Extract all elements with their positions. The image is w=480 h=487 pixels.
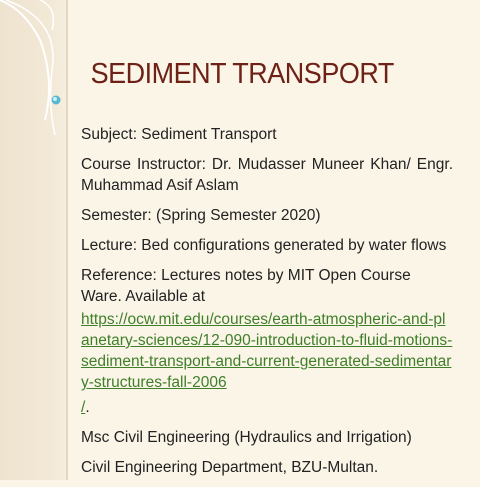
reference-link-slash[interactable]: /	[81, 399, 86, 416]
reference-line: Reference: Lectures notes by MIT Open Course Ware. Available at	[81, 267, 411, 305]
semester-line: Semester: (Spring Semester 2020)	[81, 207, 321, 224]
instructor-line: Course Instructor: Dr. Mudasser Muneer Khan/ Engr. Muhammad Asif Aslam	[81, 156, 453, 194]
reference-link[interactable]: https://ocw.mit.edu/courses/earth-atmospheric-and-planetary-sciences/12-090-introduction-to-fluid-motions-sediment-transport-and-current-generated-sedimentary-structures-fall-2006	[81, 311, 453, 391]
slide-body	[81, 124, 453, 487]
program-line: Msc Civil Engineering (Hydraulics and Irrigation)	[81, 429, 412, 446]
department-line: Civil Engineering Department, BZU-Multan.	[81, 459, 379, 476]
slide-title: SEDIMENT TRANSPORT	[90, 58, 394, 90]
reference-link-tail	[81, 397, 453, 418]
subject-line: Subject: Sediment Transport	[81, 126, 277, 143]
lecture-line: Lecture: Bed configurations generated by water flows	[81, 237, 447, 254]
reference-period: .	[85, 399, 90, 416]
